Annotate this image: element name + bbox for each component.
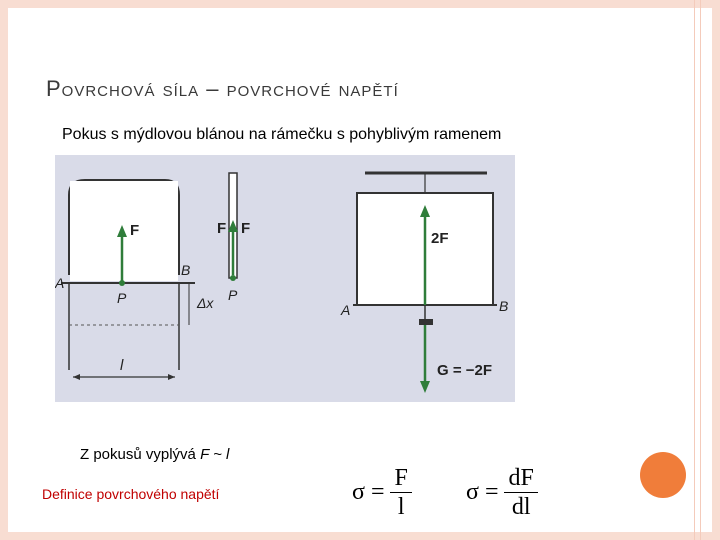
label-F: F bbox=[241, 220, 251, 237]
label-F: F bbox=[130, 222, 140, 239]
force-arrow-head bbox=[420, 381, 430, 393]
slide-subtitle: Pokus s mýdlovou blánou na rámečku s pohyblivým ramenem bbox=[62, 126, 502, 143]
formula-sigma-df-dl bbox=[466, 464, 538, 521]
numerator: F bbox=[390, 464, 411, 493]
formula-sigma-f-l bbox=[352, 464, 412, 521]
slide-title: Povrchová síla – povrchové napětí bbox=[46, 76, 399, 101]
statement-text: Z pokusů vyplývá bbox=[80, 446, 201, 463]
result-statement bbox=[80, 446, 229, 463]
decorative-line bbox=[694, 0, 695, 540]
label-F: F bbox=[217, 220, 227, 237]
weight-holder bbox=[419, 319, 433, 325]
label-B: B bbox=[181, 262, 191, 278]
point-p bbox=[119, 280, 125, 286]
label-l: l bbox=[120, 357, 124, 374]
orange-circle-icon bbox=[640, 452, 686, 498]
label-P: P bbox=[228, 287, 238, 303]
denominator: dl bbox=[511, 494, 531, 520]
formula-lhs: σ = bbox=[352, 479, 385, 505]
fraction bbox=[504, 464, 537, 521]
arrow-head bbox=[168, 374, 175, 380]
arrow-head bbox=[73, 374, 80, 380]
numerator: dF bbox=[504, 464, 537, 493]
label-A: A bbox=[341, 302, 351, 318]
fraction bbox=[390, 464, 411, 521]
label-A: A bbox=[55, 275, 65, 291]
label-P: P bbox=[117, 290, 127, 306]
label-dx: Δx bbox=[197, 295, 214, 311]
point-p bbox=[230, 275, 236, 281]
label-B: B bbox=[499, 298, 509, 314]
definition-label: Definice povrchového napětí bbox=[42, 486, 220, 502]
decorative-line bbox=[700, 0, 701, 540]
experiment-figure bbox=[55, 155, 515, 402]
formula-lhs: σ = bbox=[466, 479, 499, 505]
label-G: G = −2F bbox=[437, 362, 493, 379]
statement-formula: F ~ l bbox=[200, 446, 230, 463]
denominator: l bbox=[397, 494, 405, 520]
label-2F: 2F bbox=[431, 230, 449, 247]
